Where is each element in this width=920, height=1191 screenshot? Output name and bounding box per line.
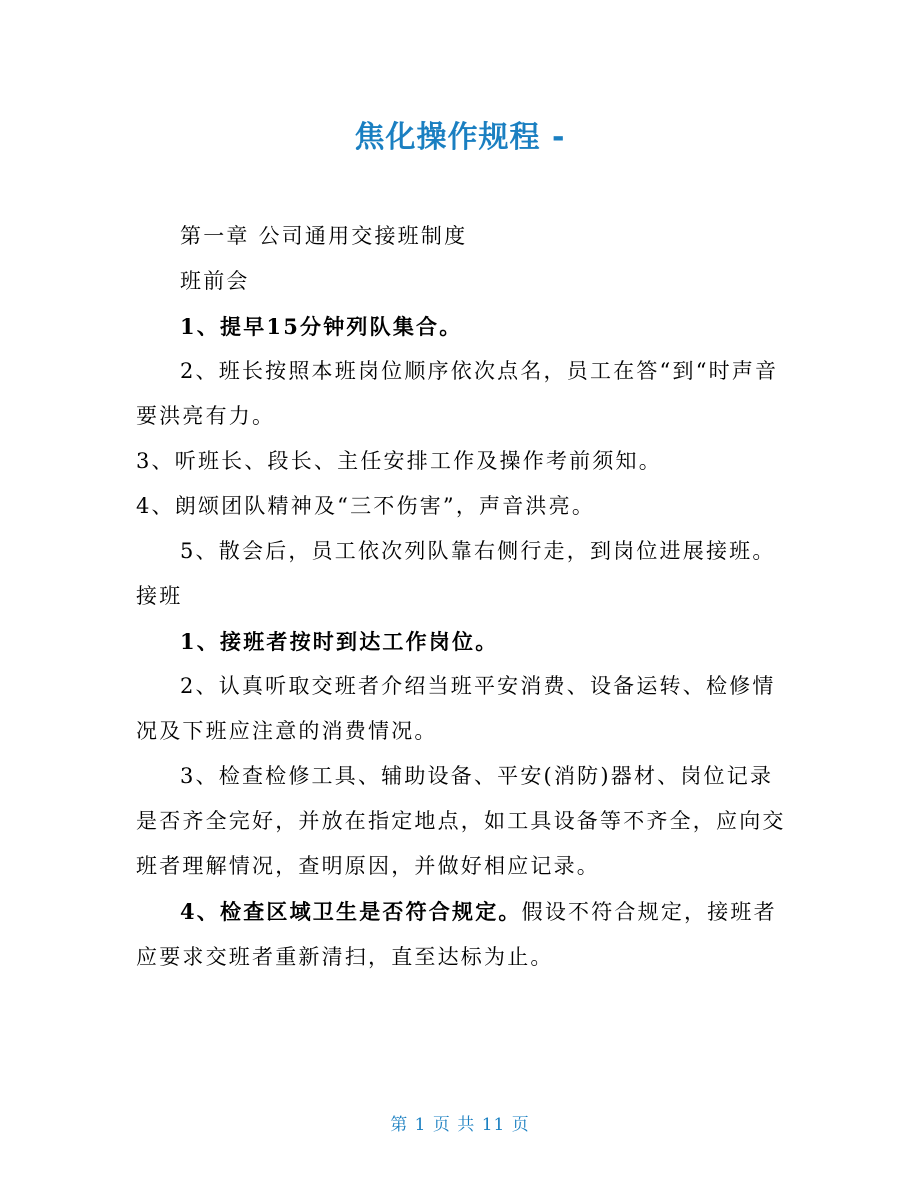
paragraph: 5、散会后，员工依次列队靠右侧行走，到岗位进展接班。 接班 xyxy=(136,539,776,608)
paragraph: 3、检查检修工具、辅助设备、平安(消防)器材、岗位记录是否齐全完好，并放在指定地点，如工具设备等不齐全，应向交班者理解情况，查明原因，并做好相应记录。 xyxy=(136,764,786,878)
page-footer: 第 1 页 共 11 页 xyxy=(390,1115,530,1135)
paragraph: 3、听班长、段长、主任安排工作及操作考前须知。 xyxy=(136,449,662,473)
paragraph: 4、朗颂团队精神及“三不伤害”，声音洪亮。 xyxy=(136,494,596,518)
document-body xyxy=(136,214,796,980)
paragraph xyxy=(136,889,796,980)
paragraph-bold-part: 4、检查区域卫生是否符合规定。 xyxy=(180,899,522,924)
paragraph: 2、班长按照本班岗位顺序依次点名，员工在答“到“时声音要洪亮有力。 xyxy=(136,359,779,428)
paragraph: 2、认真听取交班者介绍当班平安消费、设备运转、检修情况及下班应注意的消费情况。 xyxy=(136,674,776,743)
document-title: 焦化操作规程 - xyxy=(354,120,566,155)
section-heading-pre-shift-meeting: 班前会 xyxy=(180,269,250,293)
paragraph: 1、提早15分钟列队集合。 xyxy=(180,314,463,339)
chapter-heading: 第一章 公司通用交接班制度 xyxy=(180,224,468,248)
paragraph-rest: 假设不符合规定，接班者应要求交班者重新清扫，直至达标为止。 xyxy=(136,900,777,969)
paragraph: 1、接班者按时到达工作岗位。 xyxy=(180,629,499,654)
